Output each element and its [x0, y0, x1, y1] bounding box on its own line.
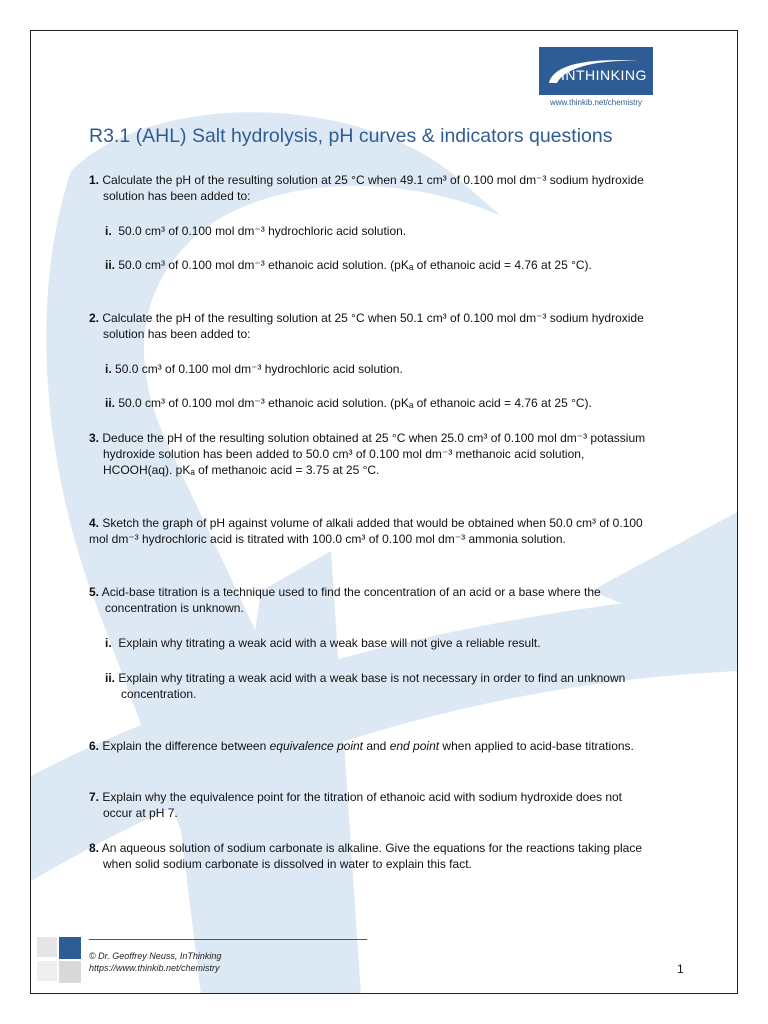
question-6: 6. Explain the difference between equivalence point and end point when applied to acid-base titrations. — [89, 739, 634, 753]
question-1: 1. Calculate the pH of the resulting solution at 25 °C when 49.1 cm³ of 0.100 mol dm⁻³ sodium hydroxide solution has been added to: — [89, 173, 644, 203]
footer-square-blue — [59, 937, 81, 959]
logo-text: INTHINKING — [561, 67, 647, 83]
footer-square — [37, 961, 57, 981]
question-5-part-ii: ii. Explain why titrating a weak acid with a weak base is not necessary in order to find an unknown concentration. — [105, 671, 626, 701]
footer-square — [59, 961, 81, 983]
question-8: 8. An aqueous solution of sodium carbonate is alkaline. Give the equations for the reactions taking place when solid sodium carbonate is dissolved in water to explain this fact. — [89, 841, 643, 871]
question-1-part-i: i. 50.0 cm³ of 0.100 mol dm⁻³ hydrochloric acid solution. — [105, 224, 407, 238]
question-2: 2. Calculate the pH of the resulting solution at 25 °C when 50.1 cm³ of 0.100 mol dm⁻³ sodium hydroxide solution has been added to: — [89, 311, 644, 341]
question-2-part-i: i. 50.0 cm³ of 0.100 mol dm⁻³ hydrochloric acid solution. — [105, 362, 403, 376]
document-page — [30, 30, 738, 994]
question-2-part-ii: ii. 50.0 cm³ of 0.100 mol dm⁻³ ethanoic acid solution. (pKₐ of ethanoic acid = 4.76 at 25 °C). — [105, 396, 592, 410]
question-5: 5. Acid-base titration is a technique used to find the concentration of an acid or a base where the concentration is unknown. — [89, 585, 601, 615]
inthinking-logo — [539, 47, 653, 95]
question-5-part-i: i. Explain why titrating a weak acid with a weak base will not give a reliable result. — [105, 636, 541, 650]
footer-url[interactable]: https://www.thinkib.net/chemistry — [89, 963, 220, 973]
footer-credit — [89, 950, 221, 974]
footer-divider — [89, 939, 367, 940]
question-7: 7. Explain why the equivalence point for the titration of ethanoic acid with sodium hydroxide does not occur at pH 7. — [89, 790, 623, 820]
footer-author: © Dr. Geoffrey Neuss, InThinking — [89, 951, 222, 961]
question-1-part-ii: ii. 50.0 cm³ of 0.100 mol dm⁻³ ethanoic acid solution. (pKₐ of ethanoic acid = 4.76 at 25 °C). — [105, 258, 592, 272]
question-4: 4. Sketch the graph of pH against volume of alkali added that would be obtained when 50.0 cm³ of 0.100 mol dm⁻³ hydrochloric acid is titrated with 100.0 cm³ of 0.100 mol dm⁻³ ammonia solution. — [89, 516, 643, 546]
question-3: 3. Deduce the pH of the resulting solution obtained at 25 °C when 25.0 cm³ of 0.100 mol dm⁻³ potassium hydroxide solution has been added to 50.0 cm³ of 0.100 mol dm⁻³ methanoic acid solution, HCOOH(aq). pKₐ of methanoic acid = 3.75 at 25 °C. — [89, 431, 646, 477]
page-title: R3.1 (AHL) Salt hydrolysis, pH curves & indicators questions — [89, 125, 613, 147]
page-number: 1 — [677, 962, 684, 976]
footer-square — [37, 937, 57, 957]
logo-url[interactable]: www.thinkib.net/chemistry — [549, 98, 643, 107]
